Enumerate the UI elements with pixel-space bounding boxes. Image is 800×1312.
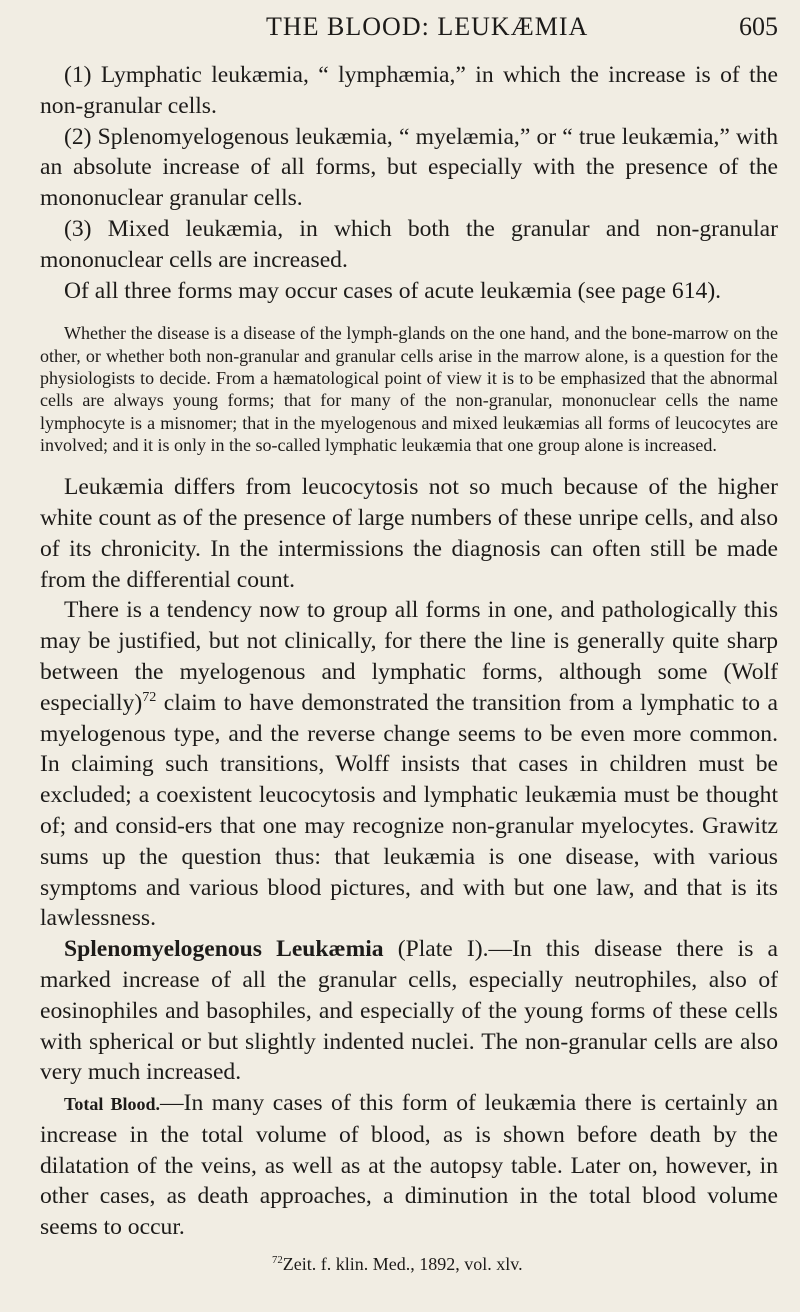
paragraph-splenomyelogenous-section xyxy=(40,934,778,1088)
paragraph-splenomyelogenous-leukaemia: (2) Splenomyelogenous leukæmia, “ myelæmia,” or “ true leukæmia,” with an absolute increase of all forms, but especially with the presence of the mononuclear granular cells. xyxy=(40,123,778,212)
running-head xyxy=(40,6,778,46)
paragraph-text: (Plate I).—In this disease there is a marked increase of all the granular cells, especially neutrophiles, also of eosinophiles and basophiles, and especially of the young forms of these cells with spherical or but slightly indented nuclei. The non-granular cells are also very much increased. xyxy=(40,936,778,1086)
footnote xyxy=(40,1253,778,1275)
paragraph-text: There is a tendency now to group all forms in one, and pathologically this may be justified, but not clinically, for there the line is generally quite sharp between the myelogenous and lymphatic forms, although some (Wolf especially) xyxy=(40,597,778,716)
paragraph-text: —In many cases of this form of leukæmia there is certainly an increase in the total volume of blood, as is shown before death by the dilatation of the veins, as well as at the autopsy table. Later on, however, in other cases, as death approaches, a diminution in the total blood volume seems to occur. xyxy=(40,1090,779,1241)
section-heading: Splenomyelogenous Leukæmia xyxy=(64,936,384,963)
paragraph-small-print: Whether the disease is a disease of the lymph-glands on the one hand, and the bone-marrow on the other, or whether both non-granular and granular cells arise in the marrow alone, is a question for the physiologists to decide. From a hæmatological point of view it is to be emphasized that the abnormal cells are always young forms; that for many of the non-granular, mononuclear cells the name lymphocyte is a misnomer; that in the myelogenous and mixed leukæmias all forms of leucocytes are involved; and it is only in the so-called lymphatic leukæmia that one group alone is increased. xyxy=(40,323,778,455)
paragraph-mixed-leukaemia: (3) Mixed leukæmia, in which both the granular and non-granular mononuclear cells are increased. xyxy=(40,215,778,273)
paragraph-text: claim to have demonstrated the transition from a lymphatic to a myelogenous type, and the reverse change seems to be even more common. In claiming such transitions, Wolff insists that cases in children must be excluded; a coexistent leucocytosis and lymphatic leukæmia must be thought of; and consid-ers that one may recognize non-granular myelocytes. Grawitz sums up the question thus: that leukæmia is one disease, with various symptoms and various blood pictures, and with but one law, and that is its lawlessness. xyxy=(40,689,778,932)
footnote-text: Zeit. f. klin. Med., 1892, vol. xlv. xyxy=(282,1254,523,1275)
page-body xyxy=(40,60,778,1275)
section-heading: Total Blood. xyxy=(64,1094,161,1115)
paragraph-differs-from-leucocytosis: Leukæmia differs from leucocytosis not so much because of the higher white count as of the presence of large numbers of these unripe cells, and also of its chronicity. In the intermissions the diagnosis can often still be made from the differential count. xyxy=(40,474,778,593)
paragraph-total-blood xyxy=(40,1088,778,1243)
paragraph-tendency-to-group xyxy=(40,595,778,934)
running-head-title: THE BLOOD: LEUKÆMIA xyxy=(266,12,589,41)
paragraph-lymphatic-leukaemia: (1) Lymphatic leukæmia, “ lymphæmia,” in which the increase is of the non-granular cells. xyxy=(40,62,778,119)
paragraph-acute-leukaemia: Of all three forms may occur cases of acute leukæmia (see page 614). xyxy=(64,277,722,304)
page-number: 605 xyxy=(739,12,778,41)
book-page xyxy=(40,0,778,1312)
footnote-reference: 72 xyxy=(142,688,157,705)
footnote-mark: 72 xyxy=(272,1254,283,1267)
